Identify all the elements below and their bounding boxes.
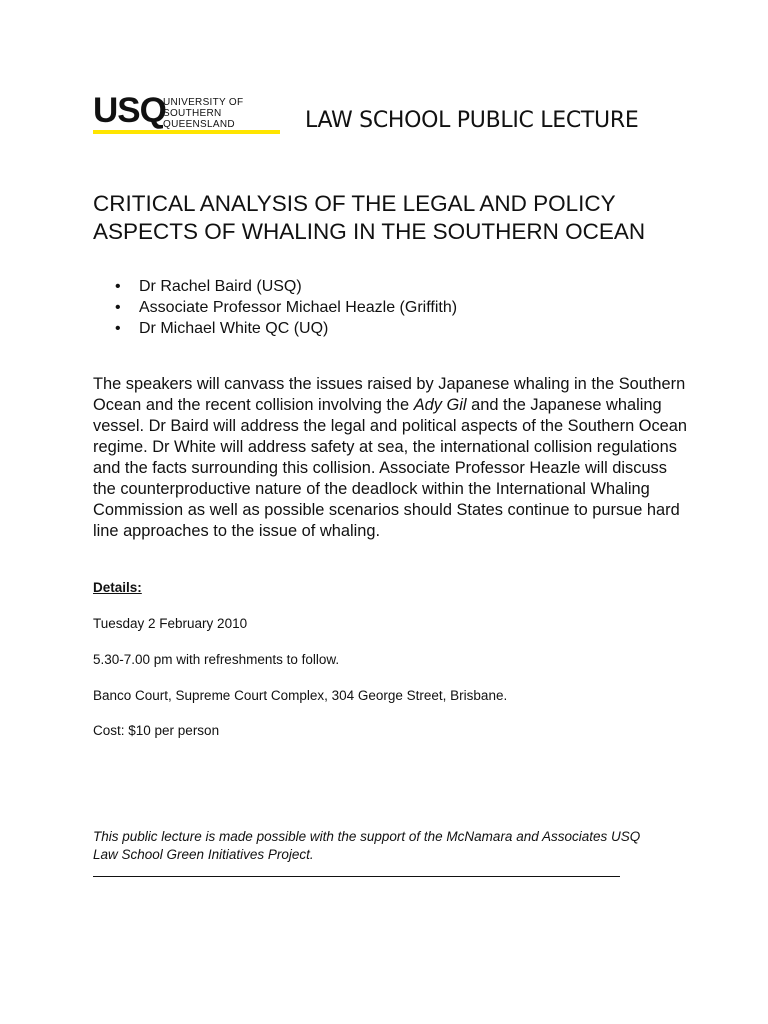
logo-name-line-2: SOUTHERN QUEENSLAND: [163, 108, 235, 130]
speaker-item: [93, 276, 457, 297]
description-part-1: The speakers will canvass the issues raised by Japanese whaling in the Southern Ocean and the recent collision involving the: [93, 375, 686, 414]
event-cost: Cost: $10 per person: [93, 723, 220, 738]
details-label: Details:: [93, 580, 142, 595]
lecture-description: [93, 374, 693, 542]
bullet-icon: •: [115, 320, 121, 337]
speaker-name: Associate Professor Michael Heazle (Griffith): [139, 299, 458, 316]
logo-yellow-bar: [93, 130, 280, 134]
logo-mark: USQ: [93, 91, 166, 130]
event-date: Tuesday 2 February 2010: [93, 616, 248, 631]
speaker-item: [93, 297, 457, 318]
support-note: This public lecture is made possible with the support of the McNamara and Associates USQ Law School Green Initiatives Project.: [93, 829, 641, 862]
usq-logo: [93, 93, 283, 135]
title-line-1: CRITICAL ANALYSIS OF THE LEGAL AND POLICY: [93, 191, 616, 216]
divider-line: [93, 876, 620, 877]
event-time: 5.30-7.00 pm with refreshments to follow.: [93, 652, 340, 667]
speaker-item: [93, 318, 457, 339]
logo-university-name: [163, 97, 283, 130]
title-line-2: ASPECTS OF WHALING IN THE SOUTHERN OCEAN: [93, 219, 646, 244]
bullet-icon: •: [115, 278, 121, 295]
logo-name-line-1: UNIVERSITY OF: [163, 97, 244, 108]
bullet-icon: •: [115, 299, 121, 316]
vessel-name: Ady Gil: [413, 396, 467, 414]
lecture-heading: LAW SCHOOL PUBLIC LECTURE: [305, 108, 639, 133]
description-part-2: and the Japanese whaling vessel. Dr Baird will address the legal and political aspects of the Southern Ocean regime. Dr White will address safety at sea, the international collision regulations and the facts surrounding this collision. Associate Professor Heazle will discuss the counterproductive nature of the deadlock within the International Whaling Commission as well as possible scenarios should States continue to pursue hard line approaches to the issue of whaling.: [93, 396, 688, 540]
speaker-list: [93, 276, 457, 339]
lecture-title: [93, 190, 713, 246]
speaker-name: Dr Michael White QC (UQ): [139, 320, 329, 337]
speaker-name: Dr Rachel Baird (USQ): [139, 278, 302, 295]
event-venue: Banco Court, Supreme Court Complex, 304 George Street, Brisbane.: [93, 688, 508, 703]
